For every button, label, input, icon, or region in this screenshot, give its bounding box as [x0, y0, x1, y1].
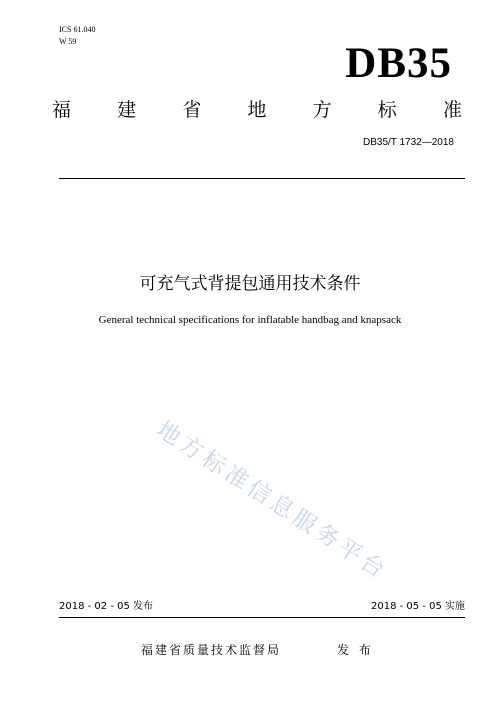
standard-type-heading — [52, 97, 462, 123]
standard-type-char: 方 — [312, 99, 332, 121]
watermark: 地方标准信息服务平台 — [151, 416, 393, 586]
issuing-authority: 福建省质量技术监督局 — [141, 643, 282, 657]
standard-type-char: 建 — [117, 99, 137, 121]
bottom-divider — [59, 617, 465, 618]
standard-type-char: 准 — [442, 99, 462, 121]
implementation-date: 2018 - 05 - 05 实施 — [370, 601, 465, 612]
standard-abbreviation: DB35 — [345, 40, 452, 87]
issue-date: 2018 - 02 - 05 发布 — [59, 601, 154, 612]
issued-label: 发 布 — [337, 643, 374, 657]
ics-code: ICS 61.040 — [59, 25, 96, 34]
standard-type-char: 地 — [247, 99, 267, 121]
standard-type-char: 标 — [377, 99, 397, 121]
standard-number: DB35/T 1732—2018 — [363, 137, 454, 148]
standard-type-char: 福 — [52, 99, 72, 121]
standard-type-char: 省 — [182, 99, 202, 121]
top-divider — [59, 178, 465, 179]
title-english: General technical specifications for inflatable handbag and knapsack — [98, 314, 402, 326]
title-chinese: 可充气式背提包通用技术条件 — [139, 274, 361, 294]
classification-code: W 59 — [59, 37, 77, 46]
